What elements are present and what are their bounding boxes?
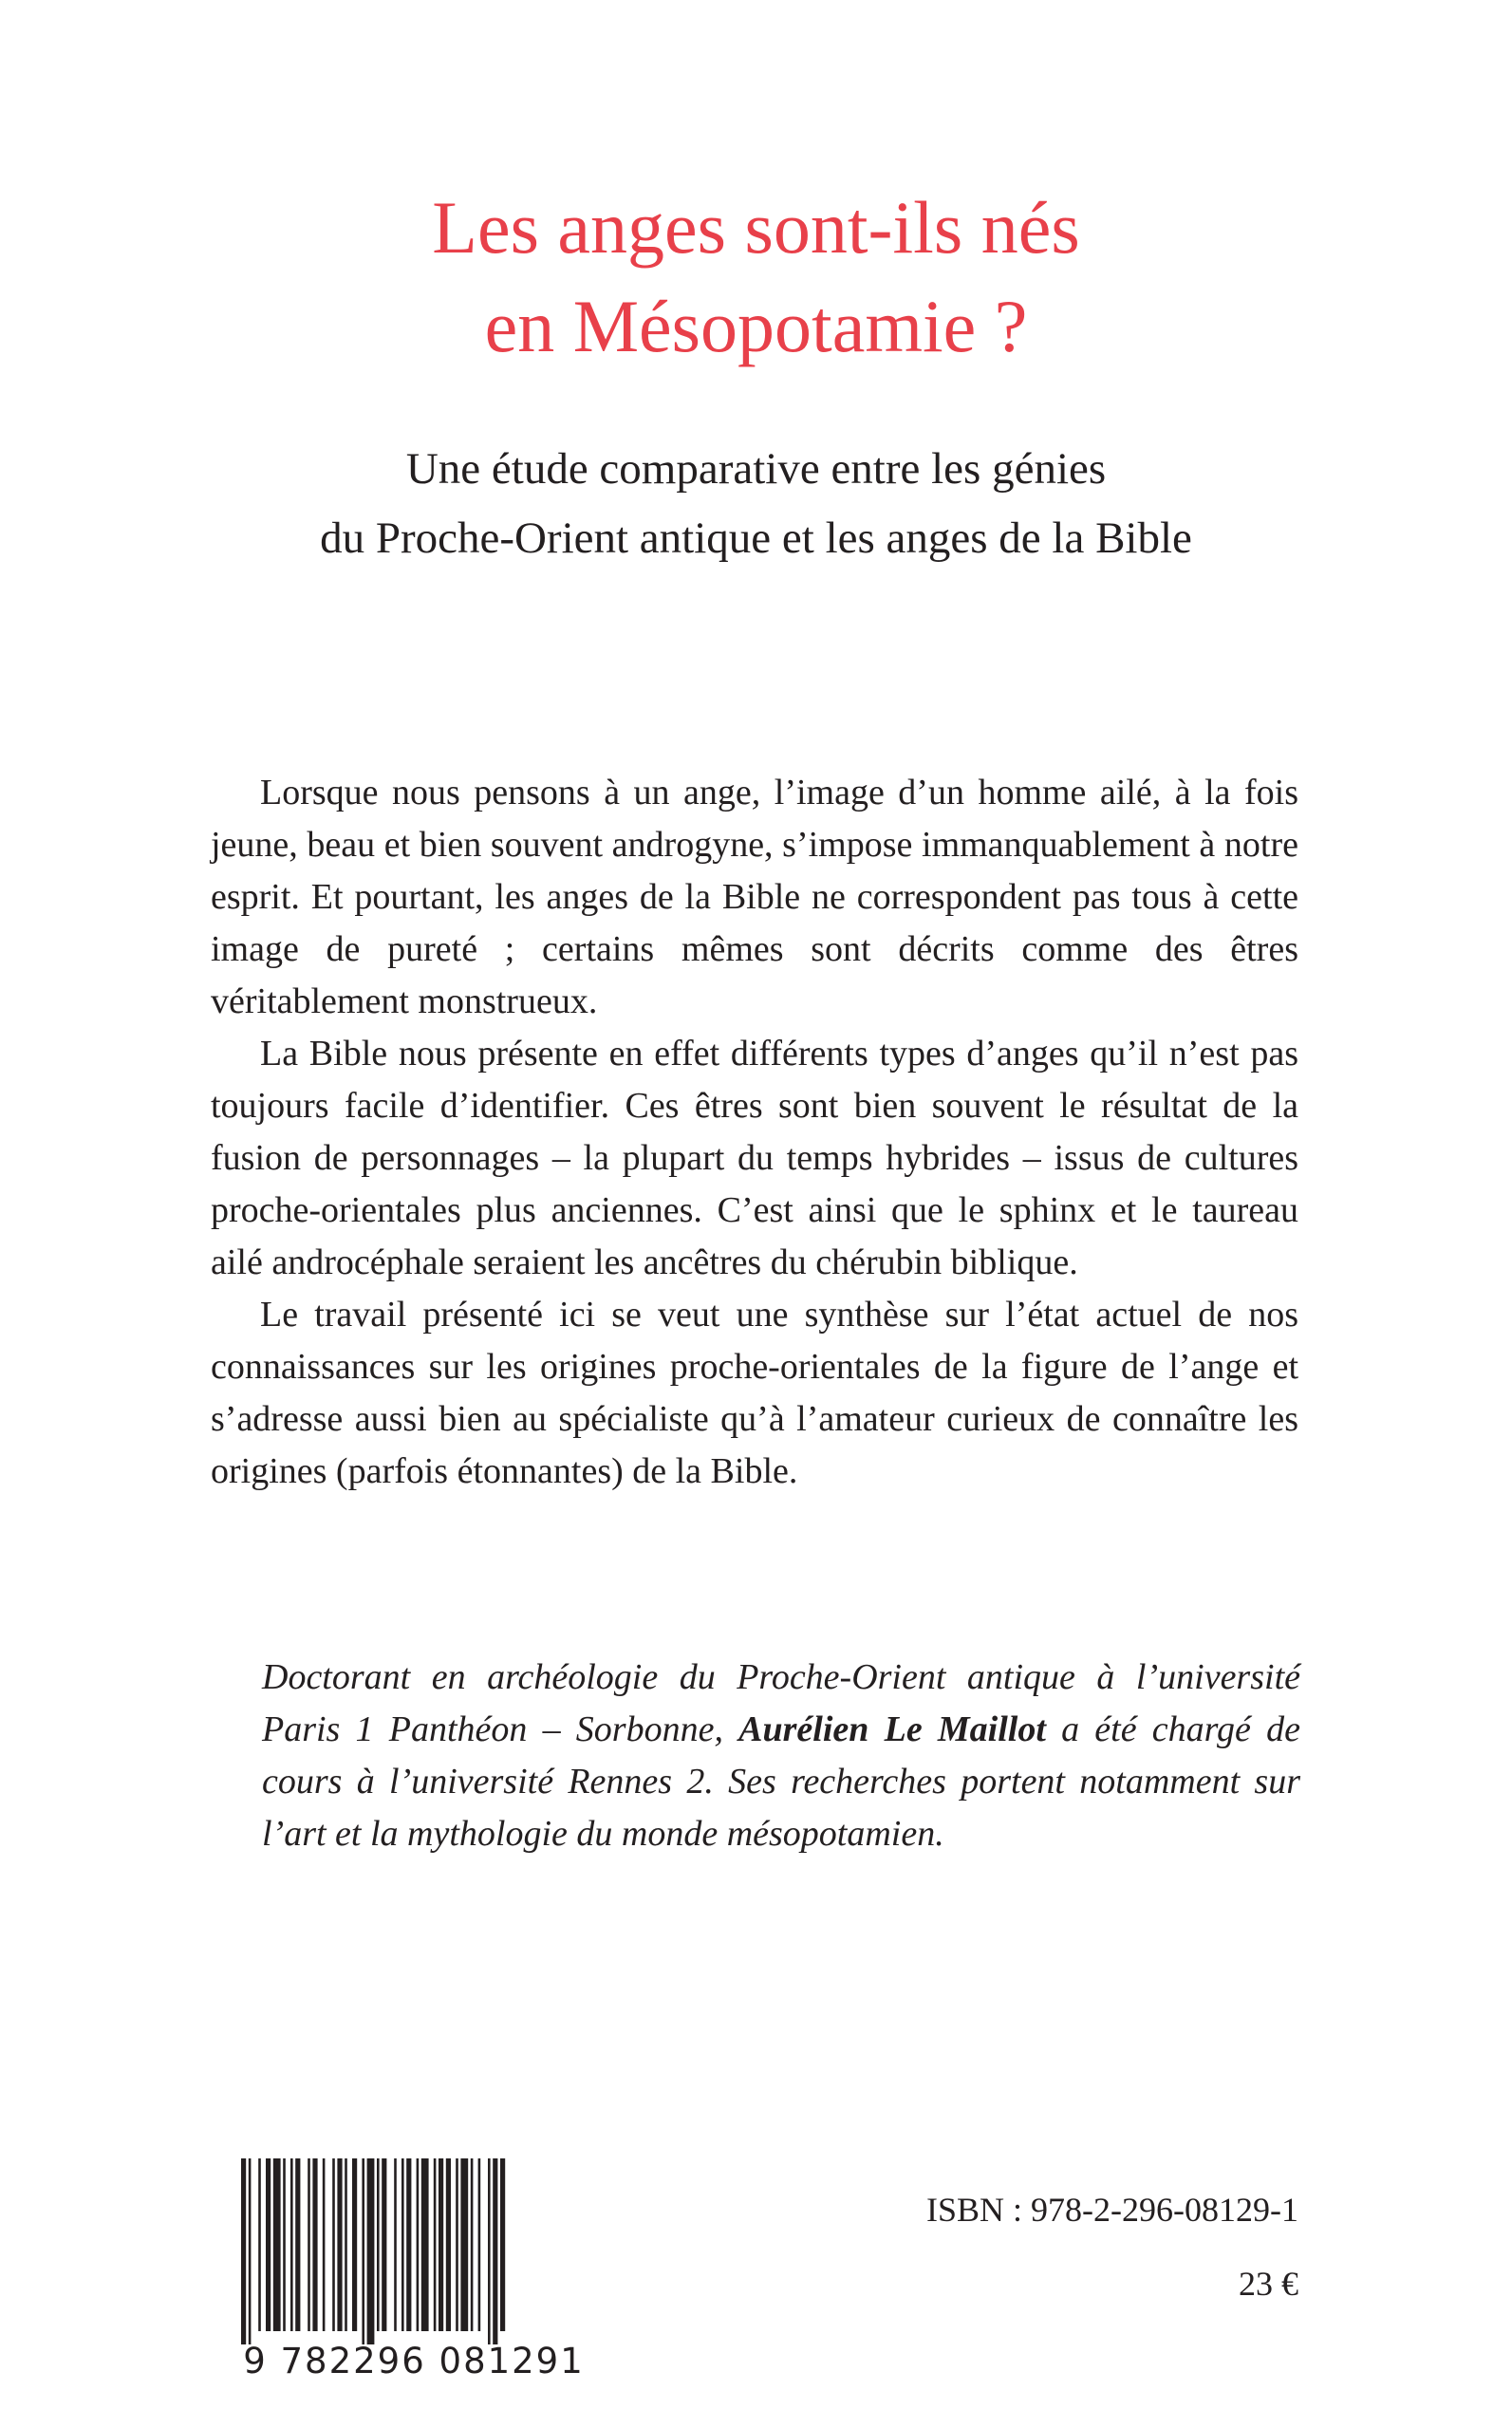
barcode-bar	[258, 2158, 261, 2331]
barcode-bar	[308, 2158, 310, 2331]
barcode-bar	[471, 2158, 474, 2331]
barcode-bar	[290, 2158, 293, 2331]
barcode-bars	[241, 2158, 505, 2344]
barcode-bar	[493, 2158, 497, 2344]
barcode-bar	[401, 2158, 404, 2331]
barcode-bar	[337, 2158, 342, 2331]
barcode-bar	[456, 2158, 458, 2331]
book-subtitle	[0, 435, 1512, 573]
barcode-bar	[394, 2158, 397, 2331]
barcode-bar	[382, 2158, 386, 2331]
barcode-digits: 9 782296 081291	[243, 2341, 585, 2381]
barcode-bar	[478, 2158, 481, 2331]
barcode-bar	[273, 2158, 281, 2331]
book-subtitle-line-1: Une étude comparative entre les génies	[405, 444, 1107, 494]
barcode-bar	[406, 2158, 411, 2331]
price: 23 €	[1239, 2265, 1298, 2303]
barcode-bar	[367, 2158, 375, 2344]
author-bio	[262, 1652, 1300, 1860]
barcode-bar	[295, 2158, 300, 2331]
barcode-bar	[421, 2158, 429, 2331]
barcode-bar	[241, 2158, 246, 2344]
book-title-line-2: en Mésopotamie ?	[484, 285, 1028, 367]
isbn-number: ISBN : 978-2-296-08129-1	[926, 2191, 1298, 2229]
barcode-bar	[312, 2158, 317, 2331]
blurb-paragraph: Lorsque nous pensons à un ange, l’image d’un homme ailé, à la fois jeune, beau et bien souvent androgyne, s’impose immanquablement à notre esprit. Et pourtant, les anges de la Bible ne correspondent pas tous à cette image de pureté ; certains mêmes sont décrits comme des êtres véritablement monstrueux.	[211, 773, 1298, 1021]
barcode-bar	[488, 2158, 491, 2344]
barcode-bar	[446, 2158, 451, 2331]
barcode-bar	[345, 2158, 347, 2331]
author-bio-intro: Doctorant en archéologie du Proche-Orient antique à l’université Paris 1 Panthéon – Sorbonne,	[262, 1657, 1300, 1749]
blurb	[211, 767, 1298, 1498]
barcode-bar	[332, 2158, 335, 2331]
barcode-bar	[500, 2158, 505, 2331]
barcode-bar	[362, 2158, 364, 2344]
barcode-bar	[323, 2158, 326, 2331]
book-title	[0, 178, 1512, 376]
barcode-bar	[377, 2158, 380, 2331]
barcode-bar	[249, 2158, 252, 2344]
barcode-bar	[460, 2158, 468, 2331]
barcode-bar	[352, 2158, 357, 2331]
author-name: Aurélien Le Maillot	[738, 1709, 1046, 1749]
book-subtitle-line-2: du Proche-Orient antique et les anges de la Bible	[320, 514, 1192, 563]
isbn-barcode	[233, 2153, 594, 2381]
barcode-bar	[417, 2158, 420, 2331]
book-title-line-1: Les anges sont-ils nés	[432, 186, 1080, 269]
blurb-paragraph: La Bible nous présente en effet différents types d’anges qu’il n’est pas toujours facile d’identifier. Ces êtres sont bien souvent le résultat de la fusion de personnages – la plupart du temps hybrides – issus de cultures proche-orientales plus anciennes. C’est ainsi que le sphinx et le taureau ailé androcéphale seraient les ancêtres du chérubin biblique.	[211, 1034, 1298, 1282]
barcode-bar	[434, 2158, 437, 2331]
blurb-paragraph: Le travail présenté ici se veut une synthèse sur l’état actuel de nos connaissances sur les origines proche-orientales de la figure de l’ange et s’adresse aussi bien au spécialiste qu’à l’amateur curieux de connaître les origines (parfois étonnantes) de la Bible.	[211, 1295, 1298, 1491]
barcode-bar	[439, 2158, 443, 2331]
author-bio-rest: a été chargé de cours à l’université Rennes 2. Ses recherches portent notamment sur l’art et la mythologie du monde mésopotamien.	[262, 1709, 1300, 1854]
barcode-bar	[266, 2158, 271, 2331]
barcode-bar	[283, 2158, 286, 2331]
